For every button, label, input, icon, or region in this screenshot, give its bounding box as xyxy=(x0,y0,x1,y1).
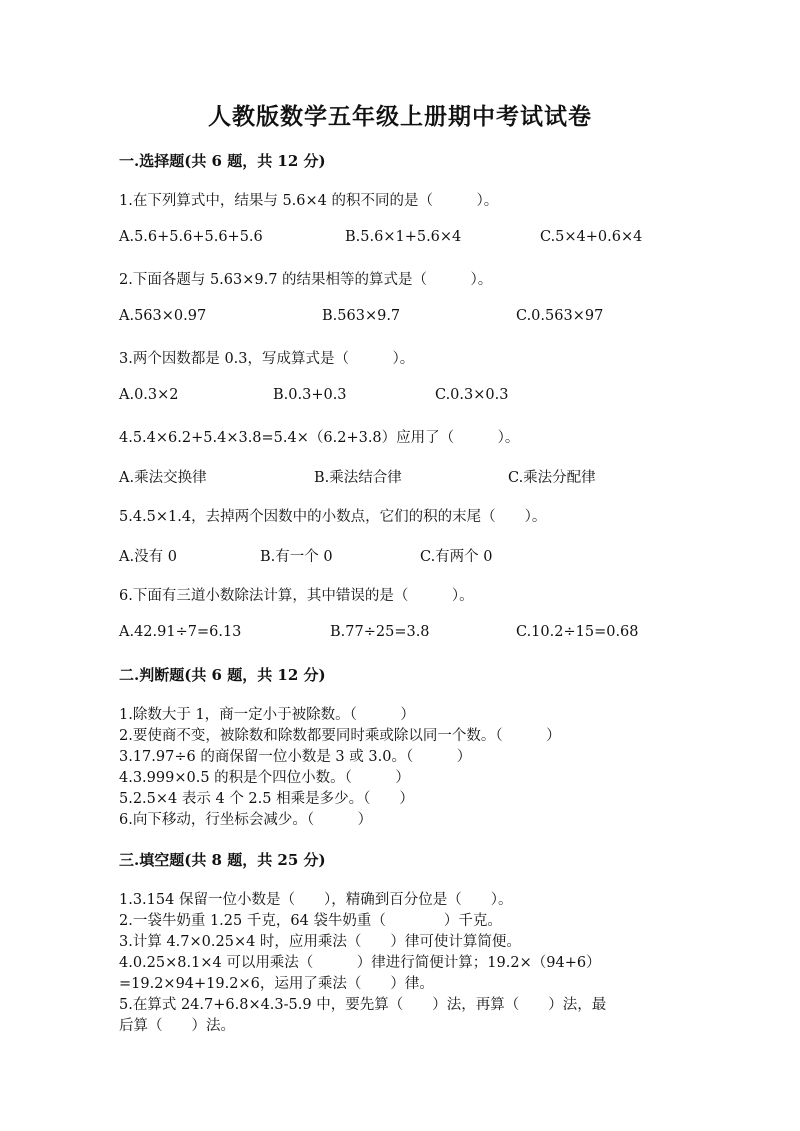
fill-item-continued: =19.2×94+19.2×6，运用了乘法（ ）律。 xyxy=(119,976,434,992)
fill-item-continued: 后算（ ）法。 xyxy=(119,1018,235,1034)
option-a: A.0.3×2 xyxy=(119,387,179,403)
option-b: B.有一个 0 xyxy=(260,549,333,565)
section-heading-choice: 一.选择题(共 6 题，共 12 分) xyxy=(119,152,326,170)
option-a: A.没有 0 xyxy=(119,549,177,565)
option-c: C.有两个 0 xyxy=(420,549,493,565)
section-heading-judgment: 二.判断题(共 6 题，共 12 分) xyxy=(119,666,326,684)
option-b: B.563×9.7 xyxy=(322,308,401,324)
option-b: B.乘法结合律 xyxy=(314,470,402,486)
option-b: B.0.3+0.3 xyxy=(273,387,347,403)
option-b: B.5.6×1+5.6×4 xyxy=(345,229,462,245)
fill-item: 3.计算 4.7×0.25×4 时，应用乘法（ ）律可使计算简便。 xyxy=(119,934,521,950)
judgment-item: 6.向下移动，行坐标会减少。（ ） xyxy=(119,812,373,828)
option-b: B.77÷25=3.8 xyxy=(330,624,430,640)
option-c: C.0.3×0.3 xyxy=(435,387,509,403)
question-text: 5.4.5×1.4，去掉两个因数中的小数点，它们的积的末尾（ ）。 xyxy=(119,509,547,525)
fill-item: 2.一袋牛奶重 1.25 千克，64 袋牛奶重（ ）千克。 xyxy=(119,913,502,929)
judgment-item: 2.要使商不变，被除数和除数都要同时乘或除以同一个数。（ ） xyxy=(119,728,561,744)
option-a: A.563×0.97 xyxy=(119,308,207,324)
option-c: C.10.2÷15=0.68 xyxy=(516,624,639,640)
option-c: C.乘法分配律 xyxy=(508,470,596,486)
fill-item: 4.0.25×8.1×4 可以用乘法（ ）律进行简便计算；19.2×（94+6） xyxy=(119,955,601,971)
section-heading-fill: 三.填空题(共 8 题，共 25 分) xyxy=(119,851,326,869)
option-a: A.42.91÷7=6.13 xyxy=(119,624,242,640)
option-a: A.5.6+5.6+5.6+5.6 xyxy=(119,229,263,245)
option-a: A.乘法交换律 xyxy=(119,470,207,486)
option-c: C.0.563×97 xyxy=(516,308,604,324)
option-c: C.5×4+0.6×4 xyxy=(540,229,643,245)
fill-item: 1.3.154 保留一位小数是（ ），精确到百分位是（ ）。 xyxy=(119,892,513,908)
fill-item: 5.在算式 24.7+6.8×4.3-5.9 中，要先算（ ）法，再算（ ）法，最 xyxy=(119,997,607,1013)
question-text: 3.两个因数都是 0.3，写成算式是（ ）。 xyxy=(119,351,415,367)
question-text: 1.在下列算式中，结果与 5.6×4 的积不同的是（ ）。 xyxy=(119,193,499,209)
judgment-item: 3.17.97÷6 的商保留一位小数是 3 或 3.0。（ ） xyxy=(119,749,472,765)
exam-title: 人教版数学五年级上册期中考试试卷 xyxy=(208,103,592,130)
judgment-item: 5.2.5×4 表示 4 个 2.5 相乘是多少。（ ） xyxy=(119,791,414,807)
question-text: 2.下面各题与 5.63×9.7 的结果相等的算式是（ ）。 xyxy=(119,272,493,288)
judgment-item: 1.除数大于 1，商一定小于被除数。（ ） xyxy=(119,707,415,723)
question-text: 6.下面有三道小数除法计算，其中错误的是（ ）。 xyxy=(119,588,474,604)
judgment-item: 4.3.999×0.5 的积是个四位小数。（ ） xyxy=(119,770,410,786)
question-text: 4.5.4×6.2+5.4×3.8=5.4×（6.2+3.8）应用了（ ）。 xyxy=(119,430,520,446)
